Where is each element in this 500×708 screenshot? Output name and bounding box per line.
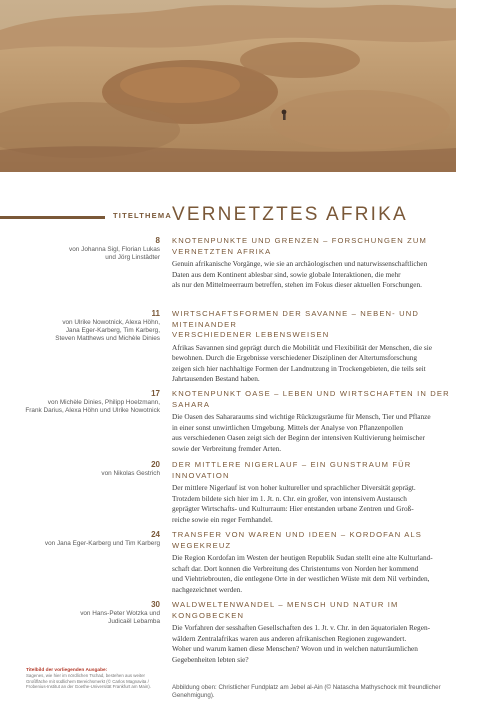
teaser-line: und Viehtriebrouten, die entlegene Orte in der westlichen Wüste mit dem Nil verbinden, — [172, 574, 430, 583]
toc-entry-meta — [0, 600, 160, 626]
teaser-line: als nur den Mittelmeerraum betreffen, stehen im Fokus dieser aktuellen Forschungen. — [172, 280, 422, 289]
article-title-line: KNOTENPUNKT OASE – LEBEN UND WIRTSCHAFTEN IN DER SAHARA — [172, 389, 450, 409]
toc-entry-meta — [0, 460, 160, 478]
toc-entry-content — [172, 460, 462, 525]
footnote-line: Frobenius-Institut an der Goethe-Universität Frankfurt am Main). — [26, 683, 151, 689]
desert-excavation-photo — [0, 0, 456, 172]
section-rule — [0, 216, 105, 219]
page-number: 11 — [151, 309, 160, 318]
article-title-line: KNOTENPUNKTE UND GRENZEN – FORSCHUNGEN ZUM — [172, 236, 428, 245]
section-title: VERNETZTES AFRIKA — [172, 204, 408, 225]
teaser-line: Jahrtausenden Bestand haben. — [172, 374, 260, 383]
teaser-line: geprägter Wirtschafts- und Kulturraum: Hier entstanden urbane Zentren und Groß- — [172, 504, 414, 513]
header-photo — [0, 0, 456, 172]
article-title[interactable] — [172, 460, 462, 481]
page-number: 20 — [151, 460, 160, 469]
article-title-line: TRANSFER VON WAREN UND IDEEN – KORDOFAN ALS WEGEKREUZ — [172, 530, 423, 550]
teaser-line: nachgezeichnet werden. — [172, 584, 243, 594]
teaser-line: zeigen sich hier nachhaltige Formen der Landnutzung in Trockengebieten, die teils seit — [172, 363, 426, 373]
author-line: Jana Eger-Karberg, Tim Karberg, — [65, 327, 160, 335]
article-teaser — [172, 343, 462, 385]
page-number: 8 — [155, 236, 160, 245]
author-line: von Ulrike Nowotnick, Alexa Höhn, — [62, 319, 160, 326]
toc-entry-content — [172, 236, 462, 291]
section-kicker: TITELTHEMA — [113, 211, 172, 220]
article-title-line: DER MITTLERE NIGERLAUF – EIN GUNSTRAUM FÜR INNOVATION — [172, 460, 412, 480]
article-teaser — [172, 259, 462, 291]
teaser-line: Afrikas Savannen sind geprägt durch die Mobilität und Flexibilität der Menschen, die sie — [172, 342, 432, 352]
article-teaser — [172, 483, 462, 525]
teaser-line: schaft dar. Dort konnen die Verbreitung des Christentums von Norden her kommend — [172, 563, 419, 573]
teaser-line: in einer sonst unwirtlichen Umgebung. Mittels der Analyse von Pflanzenpollen — [172, 422, 404, 432]
toc-entry-content — [172, 389, 462, 454]
teaser-line: Genuin afrikanische Vorgänge, wie sie an archäologischen und naturwissenschaftlichen — [172, 259, 428, 268]
author-line: von Hans-Peter Wotzka und — [80, 610, 160, 617]
footnote-heading: Titelbild der vorliegenden Ausgabe: — [26, 668, 108, 673]
footnote-line: Großfläche mit südlichem Bereichsmerkt (© Carlos Magnavita / — [26, 678, 149, 684]
teaser-line: Die Vorfahren der sesshaften Gesellschaften des 1. Jt. v. Chr. in den äquatorialen Regen- — [172, 623, 431, 632]
photo-caption — [172, 684, 462, 700]
article-title[interactable] — [172, 309, 462, 341]
toc-entry-content — [172, 309, 462, 385]
teaser-line: bewohnen. Durch die Ergebnisse verschiedener Disziplinen der Altertumsforschung — [172, 353, 418, 362]
teaser-line: wäldern Zentralafrikas waren aus anderen afrikanischen Regionen zugewandert. — [172, 633, 407, 643]
article-title[interactable] — [172, 600, 462, 621]
toc-entry-content — [172, 600, 462, 665]
article-teaser — [172, 412, 462, 454]
article-title-line: VERSCHIEDENER LEBENSWEISEN — [172, 330, 330, 339]
article-title-line: VERNETZTEN AFRIKA — [172, 246, 272, 256]
toc-entry-meta — [0, 236, 160, 262]
teaser-line: Der mittlere Nigerlauf ist von hoher kultureller und sprachlicher Diversität geprägt. — [172, 483, 416, 492]
author-line: von Michèle Dinies, Philipp Hoelzmann, — [47, 399, 160, 406]
article-title-line: WALDWELTENWANDEL – MENSCH UND NATUR IM KONGOBECKEN — [172, 600, 399, 620]
article-title[interactable] — [172, 389, 462, 410]
teaser-line: Trotzdem bildete sich hier im 1. Jt. n. Chr. ein großer, von intensivem Austausch — [172, 493, 407, 503]
teaser-line: Daten aus dem Kontinent ablesbar sind, sowie globale Interaktionen, die mehr — [172, 269, 401, 279]
article-teaser — [172, 623, 462, 665]
teaser-line: reiche sowie ein reger Fernhandel. — [172, 514, 273, 524]
article-title-line: WIRTSCHAFTSFORMEN DER SAVANNE – NEBEN- UND MITEINANDER — [172, 309, 420, 329]
article-title[interactable] — [172, 530, 462, 551]
section-header — [0, 204, 500, 232]
teaser-line: aus verschiedenen Oasen zeigt sich der Beginn der intensiven Kultivierung heimischer — [172, 433, 425, 442]
cover-footnote — [26, 668, 161, 689]
page-number: 30 — [151, 600, 160, 609]
caption-line: Abbildung oben: Christlicher Fundplatz am Jebel al-Ain (© Natascha Mathyschock mit freundlicher — [172, 684, 441, 691]
toc-entry-content — [172, 530, 462, 595]
author-line: und Jörg Linstädter — [105, 254, 160, 262]
page-number: 17 — [151, 389, 160, 398]
article-title[interactable] — [172, 236, 462, 257]
author-line: von Nikolas Gestrich — [101, 470, 160, 477]
author-line: von Johanna Sigl, Florian Lukas — [69, 246, 160, 253]
author-line: Steven Matthews und Michèle Dinies — [55, 335, 160, 343]
toc-entry-meta — [0, 309, 160, 344]
toc-entry-meta — [0, 530, 160, 548]
teaser-line: Die Region Kordofan im Westen der heutigen Republik Sudan stellt eine alte Kulturland- — [172, 553, 433, 562]
footnote-line: Sagenes, wie hier im nördlichen Tschad, bestehen aus weiter — [26, 673, 146, 679]
toc-entry-meta — [0, 389, 160, 415]
teaser-line: Woher und warum kamen diese Menschen? Wovon und in welchen naturräumlichen — [172, 644, 418, 653]
teaser-line: Die Oasen des Sahararaums sind wichtige Rückzugsräume für Mensch, Tier und Pflanze — [172, 412, 431, 421]
teaser-line: Gegebenheiten lebten sie? — [172, 654, 249, 664]
caption-line: Genehmigung). — [172, 692, 215, 699]
article-teaser — [172, 553, 462, 595]
author-line: von Jana Eger-Karberg und Tim Karberg — [44, 540, 160, 547]
author-line: Judicaël Lebamba — [108, 618, 160, 626]
teaser-line: sowie der Verbreitung fremder Arten. — [172, 443, 282, 453]
author-line: Frank Darius, Alexa Höhn und Ulrike Nowotnick — [25, 407, 160, 415]
page-number: 24 — [151, 530, 160, 539]
